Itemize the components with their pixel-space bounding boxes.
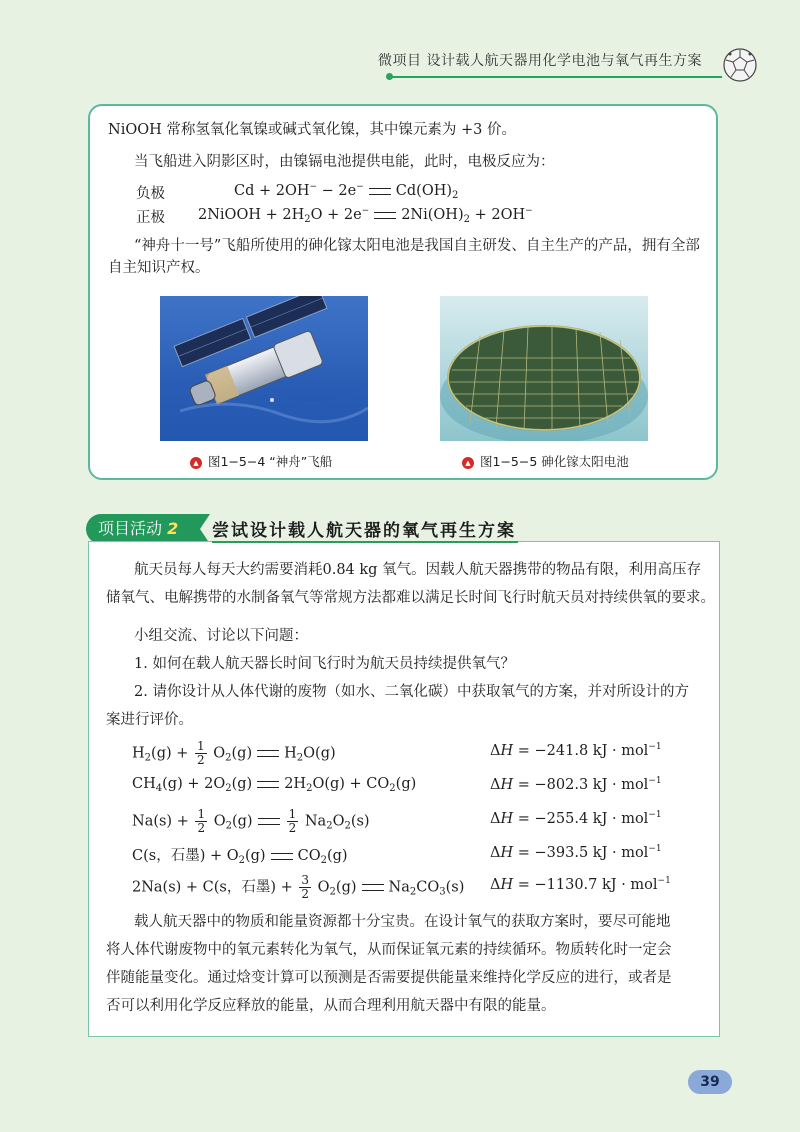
nioooh-note: NiOOH 常称氢氧化氧镍或碱式氧化镍，其中镍元素为 +3 价。: [108, 122, 516, 138]
delta-h-5: ΔH = −1130.7 kJ · mol$^{-1}$: [490, 876, 671, 893]
equation-na2o2: Na(s) + $\frac{1}{2}$ $O_2(g)$ $\frac{1}{2}$ $Na_2O_2(s)$: [132, 807, 370, 835]
page-number: 39: [688, 1070, 732, 1094]
oxygen-para-line1: 航天员每人每天大约需要消耗0.84 kg 氧气。因载人航天器携带的物品有限，利用高压存: [134, 562, 702, 578]
resource-para-line2: 将人体代谢废物中的氧元素转化为氧气，从而保证氧元素的持续循环。物质转化时一定会: [106, 942, 672, 958]
discussion-intro: 小组交流、讨论以下问题：: [134, 628, 308, 644]
negative-electrode-equation: Cd + 2OH− − 2e− $Cd(OH)_2$: [234, 182, 459, 201]
shenzhou-text-line1: “神舟十一号”飞船所使用的砷化镓太阳电池是我国自主研发、自主生产的产品，拥有全部: [134, 238, 700, 254]
shenzhou-text-line2: 自主知识产权。: [108, 260, 210, 276]
resource-para-line1: 载人航天器中的物质和能量资源都十分宝贵。在设计氧气的获取方案时，要尽可能地: [134, 914, 671, 930]
header-title: 微项目 设计载人航天器用化学电池与氧气再生方案: [378, 53, 702, 69]
figure-caption-2: ▲ 图1−5−5 砷化镓太阳电池: [462, 452, 629, 470]
figure-marker-icon: ▲: [190, 457, 202, 469]
shadow-zone-text: 当飞船进入阴影区时，由镍镉电池提供电能，此时，电极反应为：: [134, 154, 555, 170]
header-rule: [392, 76, 722, 78]
page-header: [0, 0, 800, 95]
shenzhou-spacecraft-image: [160, 296, 368, 441]
figure-marker-icon: ▲: [462, 457, 474, 469]
delta-h-2: ΔH = −802.3 kJ · mol$^{-1}$: [490, 776, 662, 793]
resource-para-line4: 否可以利用化学反应释放的能量，从而合理利用航天器中有限的能量。: [106, 998, 556, 1014]
question-2-line1: 2. 请你设计从人体代谢的废物（如水、二氧化碳）中获取氧气的方案，并对所设计的方: [134, 684, 689, 700]
gaas-solar-cell-image: [440, 296, 648, 441]
equation-na2co3: 2Na(s) + C(s，石墨) + $\frac{3}{2}$ $O_2(g)$ $Na_2CO_3(s)$: [132, 873, 465, 901]
positive-electrode-equation: 2NiOOH + $2H_2O + 2e^-$ $2Ni(OH)_2 + 2OH^-$: [198, 206, 533, 225]
activity-tag: 项目活动 2: [86, 514, 200, 544]
equation-graphite-combustion: C(s，石墨) + $O_2(g)$ $CO_2(g)$: [132, 848, 348, 866]
positive-electrode-label: 正极: [136, 210, 165, 226]
question-1: 1. 如何在载人航天器长时间飞行时为航天员持续提供氧气？: [134, 656, 515, 672]
delta-h-1: ΔH = −241.8 kJ · mol$^{-1}$: [490, 742, 662, 759]
fullerene-icon: [722, 47, 758, 83]
oxygen-para-line2: 储氧气、电解携带的水制备氧气等常规方法都难以满足长时间飞行时航天员对持续供氧的要求。: [106, 590, 715, 606]
resource-para-line3: 伴随能量变化。通过焓变计算可以预测是否需要提供能量来维持化学反应的进行，或者是: [106, 970, 672, 986]
delta-h-4: ΔH = −393.5 kJ · mol$^{-1}$: [490, 844, 662, 861]
activity-title-underline: [212, 541, 518, 543]
question-2-line2: 案进行评价。: [106, 712, 193, 728]
delta-h-3: ΔH = −255.4 kJ · mol$^{-1}$: [490, 810, 662, 827]
figure-caption-1: ▲ 图1−5−4 “神舟”飞船: [190, 452, 332, 470]
negative-electrode-label: 负极: [136, 186, 165, 202]
equation-h2-combustion: $H_2(g)$ + $\frac{1}{2}$ $O_2(g)$ $H_2O(g)$: [132, 739, 336, 767]
activity-title: 尝试设计载人航天器的氧气再生方案: [212, 521, 516, 541]
activity-tag-notch: [200, 514, 210, 544]
equation-ch4-combustion: $CH_4(g) + 2O_2(g) 2H_2O(g) + CO_2(g)$: [132, 776, 417, 794]
